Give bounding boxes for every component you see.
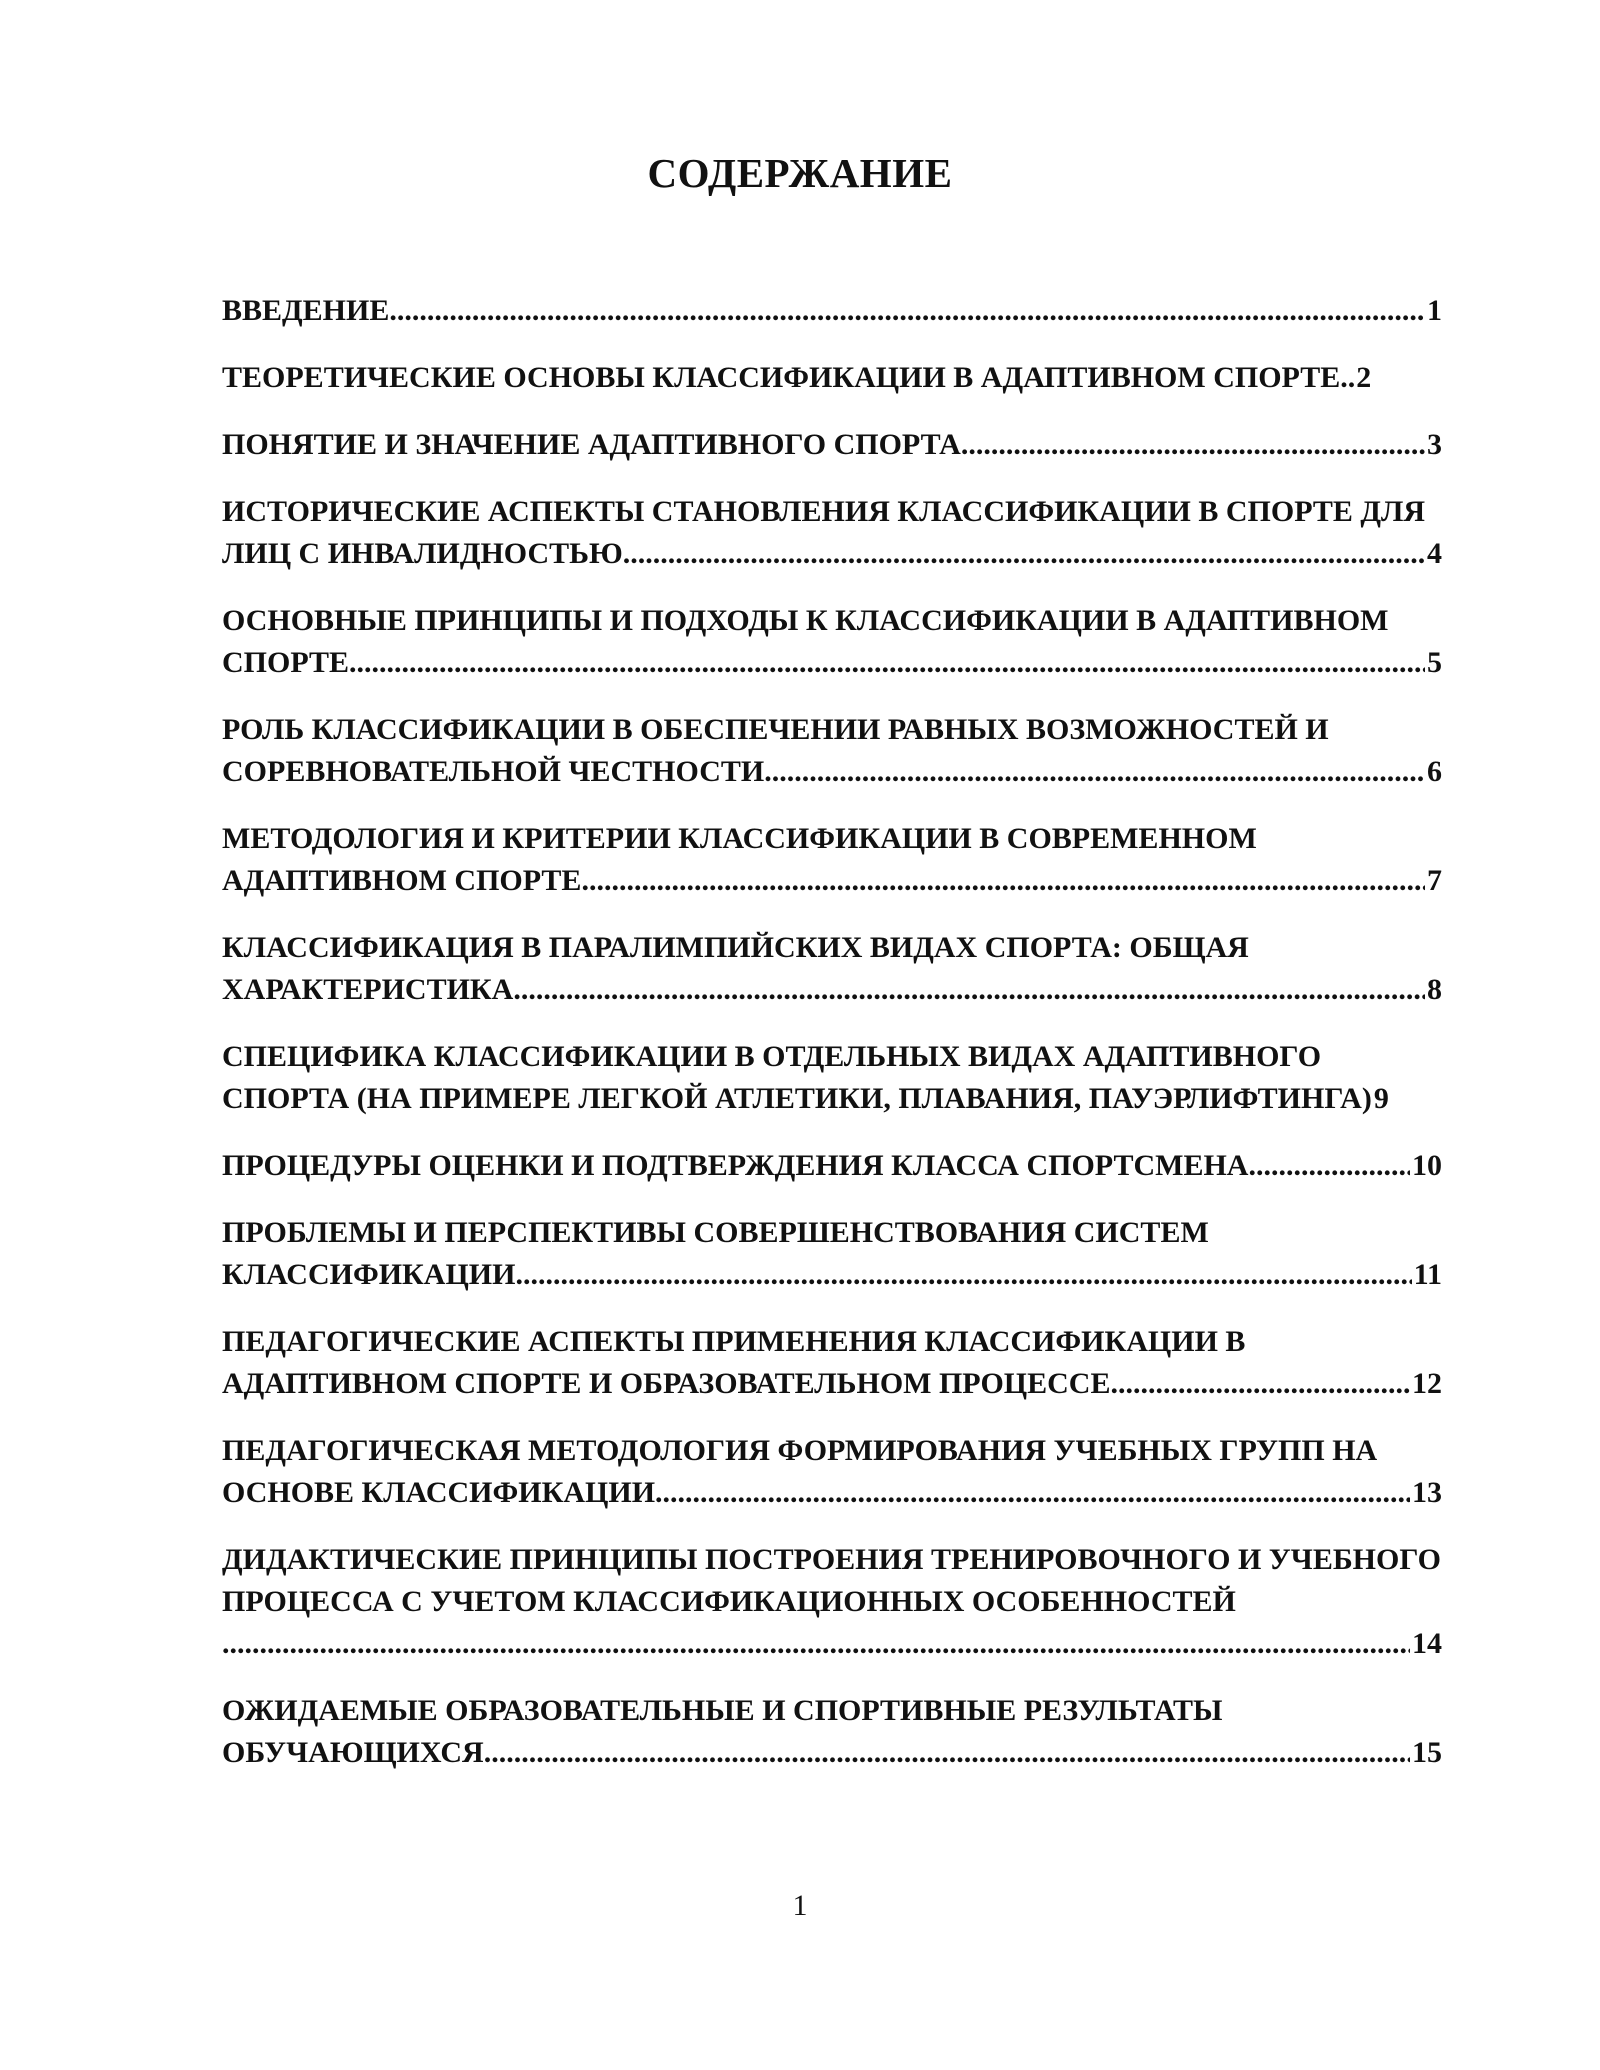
toc-entry-title: СОРЕВНОВАТЕЛЬНОЙ ЧЕСТНОСТИ [222, 755, 765, 788]
toc-entry-title: АДАПТИВНОМ СПОРТЕ [222, 864, 582, 897]
dot-leader [513, 969, 1425, 1011]
toc-entry-line [222, 751, 1442, 793]
dot-leader [581, 860, 1425, 902]
toc-entry-title-line1: ПЕДАГОГИЧЕСКАЯ МЕТОДОЛОГИЯ ФОРМИРОВАНИЯ УЧЕБНЫХ ГРУПП НА [222, 1434, 1378, 1467]
table-of-contents [222, 290, 1489, 1799]
toc-entry-line [222, 1623, 1442, 1665]
toc-entry-title-line1: ИСТОРИЧЕСКИЕ АСПЕКТЫ СТАНОВЛЕНИЯ КЛАССИФИКАЦИИ В СПОРТЕ ДЛЯ [222, 495, 1426, 528]
toc-entry-title: ПРОЦЕДУРЫ ОЦЕНКИ И ПОДТВЕРЖДЕНИЯ КЛАССА СПОРТСМЕНА [222, 1149, 1249, 1182]
toc-entry-line [222, 424, 1442, 466]
toc-entry-line [222, 1472, 1442, 1514]
toc-page-number: 10 [1412, 1149, 1442, 1182]
toc-page-number: 6 [1427, 755, 1442, 788]
toc-entry-line [222, 533, 1442, 575]
toc-entry-14[interactable] [222, 1539, 1489, 1665]
toc-entry-6[interactable] [222, 709, 1489, 793]
toc-entry-8[interactable] [222, 927, 1489, 1011]
toc-entry-title-line1: КЛАССИФИКАЦИЯ В ПАРАЛИМПИЙСКИХ ВИДАХ СПОРТА: ОБЩАЯ [222, 931, 1249, 964]
toc-entry-title-line1: ПЕДАГОГИЧЕСКИЕ АСПЕКТЫ ПРИМЕНЕНИЯ КЛАССИФИКАЦИИ В [222, 1325, 1246, 1358]
toc-entry-title: ЛИЦ С ИНВАЛИДНОСТЬЮ [222, 537, 623, 570]
toc-page-number: 9 [1373, 1082, 1389, 1115]
toc-entry-4[interactable] [222, 491, 1489, 575]
toc-entry-title: СПОРТА (НА ПРИМЕРЕ ЛЕГКОЙ АТЛЕТИКИ, ПЛАВАНИЯ, ПАУЭРЛИФТИНГА) [222, 1082, 1372, 1115]
toc-entry-title: ХАРАКТЕРИСТИКА [222, 973, 514, 1006]
toc-page-number: 11 [1413, 1258, 1442, 1291]
toc-entry-title: КЛАССИФИКАЦИИ [222, 1258, 516, 1291]
toc-entry-title-line1: ОЖИДАЕМЫЕ ОБРАЗОВАТЕЛЬНЫЕ И СПОРТИВНЫЕ РЕЗУЛЬТАТЫ [222, 1694, 1223, 1727]
toc-entry-title-line1: ДИДАКТИЧЕСКИЕ ПРИНЦИПЫ ПОСТРОЕНИЯ ТРЕНИРОВОЧНОГО И УЧЕБНОГО ПРОЦЕССА С УЧЕТОМ КЛАССИФИКАЦИОННЫХ ОСОБЕННОСТЕЙ [222, 1543, 1442, 1618]
toc-entry-title-line1: ОСНОВНЫЕ ПРИНЦИПЫ И ПОДХОДЫ К КЛАССИФИКАЦИИ В АДАПТИВНОМ [222, 604, 1389, 637]
toc-entry-title-line1: МЕТОДОЛОГИЯ И КРИТЕРИИ КЛАССИФИКАЦИИ В СОВРЕМЕННОМ [222, 822, 1257, 855]
toc-page-number: 3 [1427, 428, 1442, 461]
dot-leader [349, 642, 1425, 684]
dot-leader [764, 751, 1425, 793]
dot-leader [484, 1732, 1410, 1774]
toc-entry-line [222, 969, 1442, 1011]
dot-leader [1340, 357, 1354, 399]
toc-entry-line [222, 1145, 1442, 1187]
toc-page-number: 5 [1427, 646, 1442, 679]
toc-entry-title-line1: ПРОБЛЕМЫ И ПЕРСПЕКТИВЫ СОВЕРШЕНСТВОВАНИЯ СИСТЕМ [222, 1216, 1209, 1249]
toc-entry-7[interactable] [222, 818, 1489, 902]
toc-entry-12[interactable] [222, 1321, 1489, 1405]
toc-entry-title: АДАПТИВНОМ СПОРТЕ И ОБРАЗОВАТЕЛЬНОМ ПРОЦЕССЕ [222, 1367, 1111, 1400]
toc-entry-line [222, 290, 1442, 332]
toc-entry-title-line1: РОЛЬ КЛАССИФИКАЦИИ В ОБЕСПЕЧЕНИИ РАВНЫХ ВОЗМОЖНОСТЕЙ И [222, 713, 1329, 746]
toc-entry-line [222, 357, 1442, 399]
footer-page-number: 1 [792, 1889, 808, 1922]
dot-leader [222, 1623, 1410, 1665]
toc-entry-3[interactable] [222, 424, 1489, 466]
dot-leader [961, 424, 1425, 466]
toc-page-number: 7 [1427, 864, 1442, 897]
dot-leader [623, 533, 1425, 575]
toc-entry-line [222, 1078, 1442, 1120]
toc-page-number: 4 [1427, 537, 1442, 570]
toc-entry-2[interactable] [222, 357, 1489, 399]
toc-entry-line [222, 1363, 1442, 1405]
toc-entry-10[interactable] [222, 1145, 1489, 1187]
toc-entry-line [222, 1254, 1442, 1296]
dot-leader [389, 290, 1425, 332]
toc-entry-11[interactable] [222, 1212, 1489, 1296]
dot-leader [515, 1254, 1411, 1296]
toc-entry-9[interactable] [222, 1036, 1489, 1120]
toc-entry-line [222, 642, 1442, 684]
toc-page-number: 8 [1427, 973, 1442, 1006]
toc-entry-title: ОБУЧАЮЩИХСЯ [222, 1736, 484, 1769]
toc-entry-title: СПОРТЕ [222, 646, 350, 679]
toc-entry-title: ПОНЯТИЕ И ЗНАЧЕНИЕ АДАПТИВНОГО СПОРТА [222, 428, 961, 461]
toc-entry-1[interactable] [222, 290, 1489, 332]
toc-page-number: 13 [1412, 1476, 1442, 1509]
toc-entry-title: ВВЕДЕНИЕ [222, 294, 390, 327]
toc-entry-line [222, 860, 1442, 902]
dot-leader [655, 1472, 1410, 1514]
toc-page-number: 15 [1412, 1736, 1442, 1769]
toc-entry-title: ТЕОРЕТИЧЕСКИЕ ОСНОВЫ КЛАССИФИКАЦИИ В АДАПТИВНОМ СПОРТЕ [222, 361, 1341, 394]
dot-leader [1110, 1363, 1410, 1405]
toc-page-number: 2 [1356, 361, 1372, 394]
page-title: СОДЕРЖАНИЕ [647, 150, 953, 196]
dot-leader [1248, 1145, 1410, 1187]
toc-page-number: 14 [1412, 1627, 1442, 1660]
toc-entry-13[interactable] [222, 1430, 1489, 1514]
toc-entry-title: ОСНОВЕ КЛАССИФИКАЦИИ [222, 1476, 656, 1509]
toc-page-number: 1 [1427, 294, 1442, 327]
toc-entry-5[interactable] [222, 600, 1489, 684]
toc-page-number: 12 [1412, 1367, 1442, 1400]
toc-entry-title-line1: СПЕЦИФИКА КЛАССИФИКАЦИИ В ОТДЕЛЬНЫХ ВИДАХ АДАПТИВНОГО [222, 1040, 1322, 1073]
toc-entry-line [222, 1732, 1442, 1774]
toc-entry-15[interactable] [222, 1690, 1489, 1774]
